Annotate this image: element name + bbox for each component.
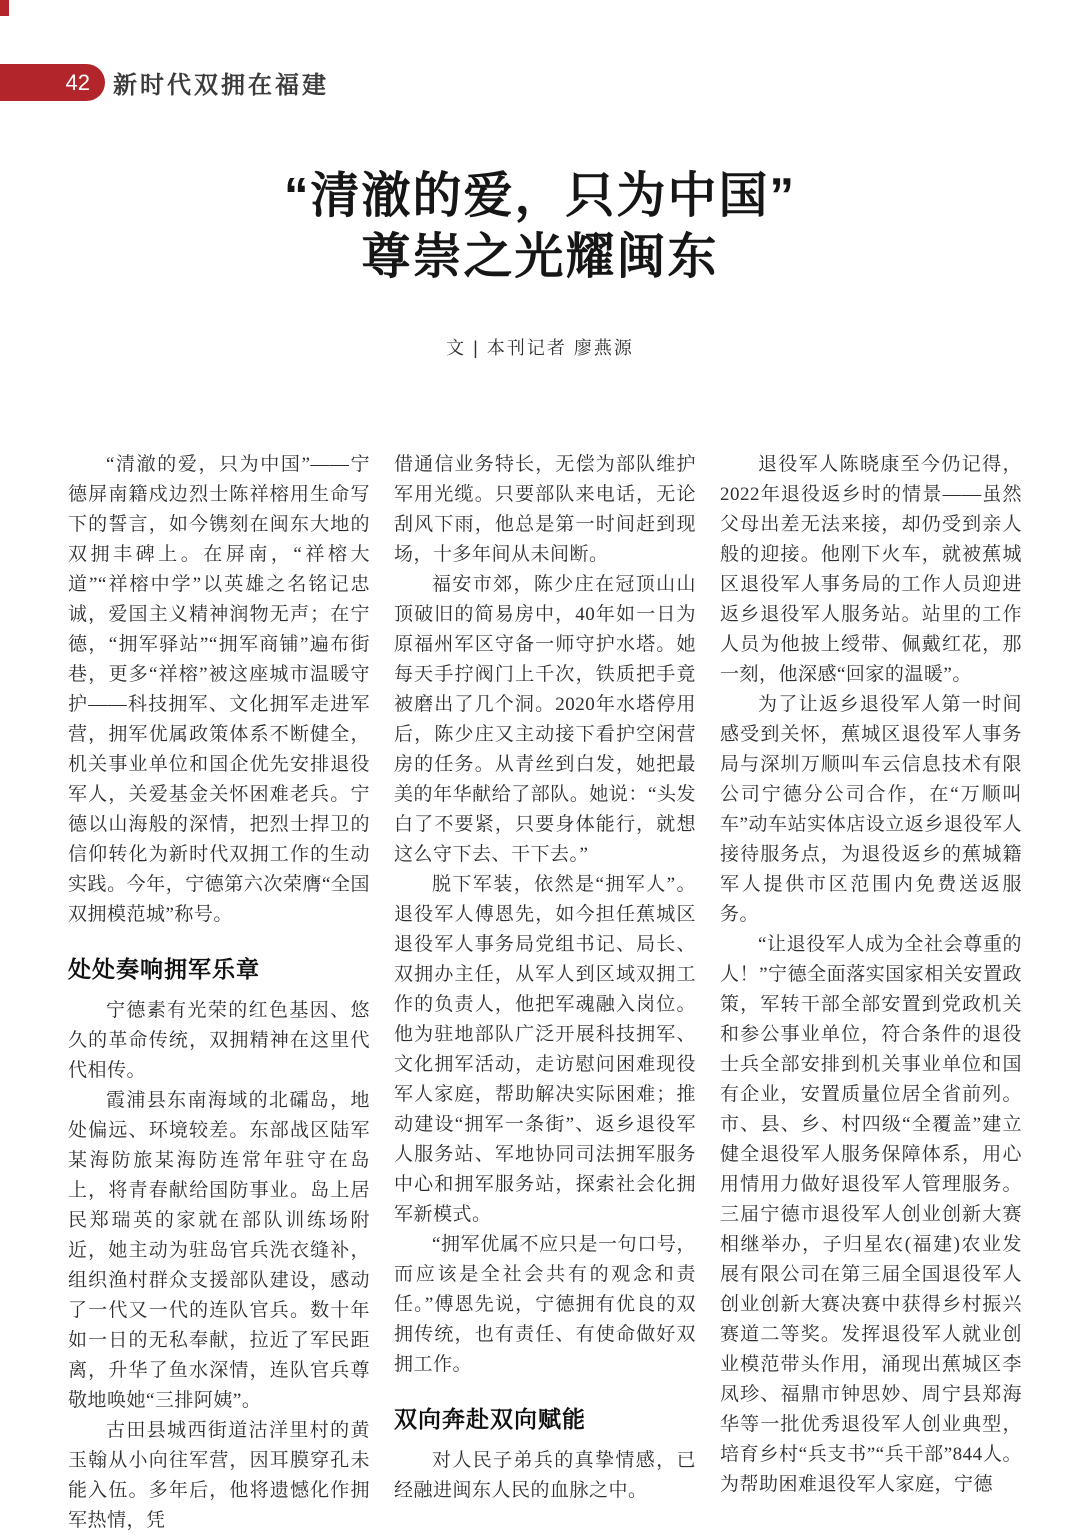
- section-subheading: 处处奏响拥军乐章: [68, 956, 260, 982]
- text-column-1: [68, 450, 370, 1536]
- body-paragraph: 霞浦县东南海域的北礵岛，地处偏远、环境较差。东部战区陆军某海防旅某海防连常年驻守在岛上，将青春献给国防事业。岛上居民郑瑞英的家就在部队训练场附近，她主动为驻岛官兵洗衣缝补，组织渔村群众支援部队建设，感动了一代又一代的连队官兵。数十年如一日的无私奉献，拉近了军民距离，升华了鱼水深情，连队官兵尊敬地唤她“三排阿姨”。: [68, 1090, 370, 1411]
- article-title: [0, 166, 1080, 288]
- body-paragraph: 福安市郊，陈少庄在冠顶山山顶破旧的简易房中，40年如一日为原福州军区守备一师守护水塔。她每天手拧阀门上千次，铁质把手竟被磨出了几个洞。2020年水塔停用后，陈少庄又主动接下看护空闲营房的任务。从青丝到白发，她把最美的年华献给了部队。她说：“头发白了不要紧，只要身体能行，就想这么守下去、干下去。”: [394, 574, 696, 865]
- body-paragraph: 宁德素有光荣的红色基因、悠久的革命传统，双拥精神在这里代代相传。: [68, 1000, 370, 1081]
- body-paragraph: 为了让返乡退役军人第一时间感受到关怀，蕉城区退役军人事务局与深圳万顺叫车云信息技术有限公司宁德分公司合作，在“万顺叫车”动车站实体店设立返乡退役军人接待服务点，为退役返乡的蕉城籍军人提供市区范围内免费送返服务。: [720, 694, 1022, 925]
- body-paragraph: 脱下军装，依然是“拥军人”。退役军人傅恩先，如今担任蕉城区退役军人事务局党组书记、局长、双拥办主任，从军人到区域双拥工作的负责人，他把军魂融入岗位。他为驻地部队广泛开展科技拥军、文化拥军活动，走访慰问困难现役军人家庭，帮助解决实际困难；推动建设“拥军一条街”、返乡退役军人服务站、军地协同司法拥军服务中心和拥军服务站，探索社会化拥军新模式。: [394, 874, 696, 1225]
- text-column-3: [720, 450, 1022, 1536]
- body-paragraph: “拥军优属不应只是一句口号，而应该是全社会共有的观念和责任。”傅恩先说，宁德拥有优良的双拥传统，也有责任、有使命做好双拥工作。: [394, 1234, 696, 1375]
- corner-bleed-mark: [0, 0, 9, 16]
- article-title-line-1: “清澈的爱，只为中国”: [283, 169, 796, 223]
- body-paragraph: 对人民子弟兵的真挚情感，已经融进闽东人民的血脉之中。: [394, 1450, 696, 1501]
- body-paragraph: 退役军人陈晓康至今仍记得，2022年退役返乡时的情景——虽然父母出差无法来接，却仍受到亲人般的迎接。他刚下火车，就被蕉城区退役军人事务局的工作人员迎进返乡退役军人服务站。站里的工作人员为他披上绶带、佩戴红花，那一刻，他深感“回家的温暖”。: [720, 454, 1022, 685]
- body-paragraph: “让退役军人成为全社会尊重的人！”宁德全面落实国家相关安置政策，军转干部全部安置到党政机关和参公事业单位，符合条件的退役士兵全部安排到机关事业单位和国有企业，安置质量位居全省前列。市、县、乡、村四级“全覆盖”建立健全退役军人服务保障体系，用心用情用力做好退役军人管理服务。三届宁德市退役军人创业创新大赛相继举办，子归星农(福建)农业发展有限公司在第三届全国退役军人创业创新大赛决赛中获得乡村振兴赛道二等奖。发挥退役军人就业创业模范带头作用，涌现出蕉城区李凤珍、福鼎市钟思妙、周宁县郑海华等一批优秀退役军人创业典型，培育乡村“兵支书”“兵干部”844人。为帮助困难退役军人家庭，宁德: [720, 934, 1022, 1495]
- article-title-line-2: 尊崇之光耀闽东: [361, 230, 719, 284]
- text-column-2: [394, 450, 696, 1536]
- section-title: 新时代双拥在福建: [113, 72, 329, 99]
- byline: 文 | 本刊记者 廖燕源: [446, 338, 634, 358]
- body-paragraph: 借通信业务特长，无偿为部队维护军用光缆。只要部队来电话，无论刮风下雨，他总是第一时间赶到现场，十多年间从未间断。: [394, 454, 696, 565]
- page-number: 42: [65, 69, 90, 95]
- body-paragraph: “清澈的爱，只为中国”——宁德屏南籍戍边烈士陈祥榕用生命写下的誓言，如今镌刻在闽东大地的双拥丰碑上。在屏南，“祥榕大道”“祥榕中学”以英雄之名铭记忠诚，爱国主义精神润物无声；在宁德，“拥军驿站”“拥军商铺”遍布街巷，更多“祥榕”被这座城市温暖守护——科技拥军、文化拥军走进军营，拥军优属政策体系不断健全，机关事业单位和国企优先安排退役军人，关爱基金关怀困难老兵。宁德以山海般的深情，把烈士捍卫的信仰转化为新时代双拥工作的生动实践。今年，宁德第六次荣膺“全国双拥模范城”称号。: [68, 454, 370, 925]
- section-subheading: 双向奔赴双向赋能: [394, 1406, 586, 1432]
- page-number-tab: [0, 64, 105, 101]
- body-paragraph: 古田县城西街道沽洋里村的黄玉翰从小向往军营，因耳膜穿孔未能入伍。多年后，他将遗憾化作拥军热情，凭: [68, 1420, 370, 1531]
- article-body: [68, 450, 1022, 1536]
